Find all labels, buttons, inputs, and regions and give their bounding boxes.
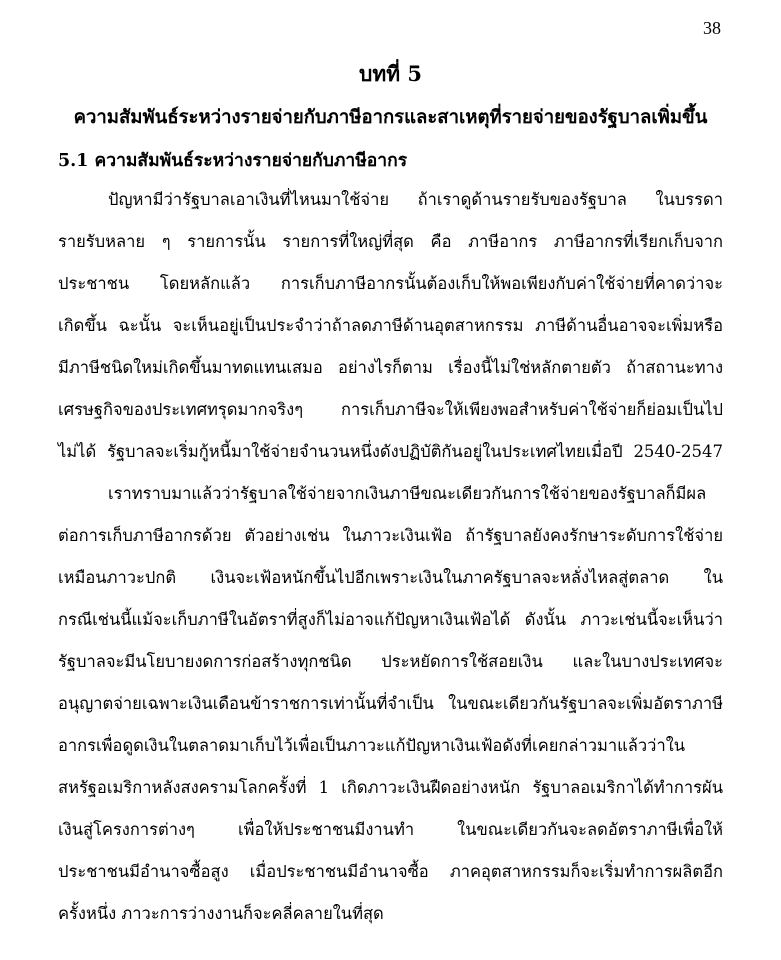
paragraph-line: มีภาษีชนิดใหม่เกิดขึ้นมาทดแทนเสมอ อย่างไรก็ตาม เรื่องนี้ไม่ใช่หลักตายตัว ถ้าสถานะทาง xyxy=(58,358,723,377)
paragraph-line: เศรษฐกิจของประเทศทรุดมากจริงๆ การเก็บภาษีจะให้เพียงพอสำหรับค่าใช้จ่ายก็ย่อมเป็นไป xyxy=(58,400,723,419)
paragraph-line: รายรับหลาย ๆ รายการนั้น รายการที่ใหญ่ที่สุด คือ ภาษีอากร ภาษีอากรที่เรียกเก็บจาก xyxy=(58,232,723,251)
paragraph-line: สหรัฐอเมริกาหลังสงครามโลกครั้งที่ 1 เกิดภาวะเงินฝืดอย่างหนัก รัฐบาลอเมริกาได้ทำการผัน xyxy=(58,778,723,797)
chapter-title: บทที่ 5 xyxy=(359,61,422,86)
section-heading: 5.1 ความสัมพันธ์ระหว่างรายจ่ายกับภาษีอากร xyxy=(58,151,408,171)
paragraph-line: เงินสู่โครงการต่างๆ เพื่อให้ประชาชนมีงานทำ ในขณะเดียวกันจะลดอัตราภาษีเพื่อให้ xyxy=(58,820,723,839)
paragraph-line: ไม่ได้ รัฐบาลจะเริ่มกู้หนี้มาใช้จ่ายจำนวนหนึ่งดังปฏิบัติกันอยู่ในประเทศไทยเมื่อปี 2540-2547 xyxy=(58,442,723,461)
paragraph-line: เราทราบมาแล้วว่ารัฐบาลใช้จ่ายจากเงินภาษีขณะเดียวกันการใช้จ่ายของรัฐบาลก็มีผล xyxy=(108,484,707,503)
page-number: 38 xyxy=(703,18,721,38)
paragraph-line: ต่อการเก็บภาษีอากรด้วย ตัวอย่างเช่น ในภาวะเงินเฟ้อ ถ้ารัฐบาลยังคงรักษาระดับการใช้จ่าย xyxy=(58,526,723,545)
paragraph-line: ครั้งหนึ่ง ภาวะการว่างงานก็จะคลี่คลายในที่สุด xyxy=(58,904,384,923)
paragraph-line: ปัญหามีว่ารัฐบาลเอาเงินที่ไหนมาใช้จ่าย ถ้าเราดูด้านรายรับของรัฐบาล ในบรรดา xyxy=(108,190,723,209)
paragraph-line: รัฐบาลจะมีนโยบายงดการก่อสร้างทุกชนิด ประหยัดการใช้สอยเงิน และในบางประเทศจะ xyxy=(58,652,723,671)
paragraph-line: เหมือนภาวะปกติ เงินจะเฟ้อหนักขึ้นไปอีกเพราะเงินในภาครัฐบาลจะหลั่งไหลสู่ตลาด ใน xyxy=(58,568,723,587)
chapter-subtitle: ความสัมพันธ์ระหว่างรายจ่ายกับภาษีอากรและสาเหตุที่รายจ่ายของรัฐบาลเพิ่มขึ้น xyxy=(73,107,708,128)
paragraph-line: อนุญาตจ่ายเฉพาะเงินเดือนข้าราชการเท่านั้นที่จำเป็น ในขณะเดียวกันรัฐบาลจะเพิ่มอัตราภาษี xyxy=(58,694,723,713)
paragraph-line: เกิดขึ้น ฉะนั้น จะเห็นอยู่เป็นประจำว่าถ้าลดภาษีด้านอุตสาหกรรม ภาษีด้านอื่นอาจจะเพิ่มหรือ xyxy=(58,316,723,335)
paragraph-line: ประชาชน โดยหลักแล้ว การเก็บภาษีอากรนั้นต้องเก็บให้พอเพียงกับค่าใช้จ่ายที่คาดว่าจะ xyxy=(58,274,723,293)
paragraph-line: ประชาชนมีอำนาจซื้อสูง เมื่อประชาชนมีอำนาจซื้อ ภาคอุตสาหกรรมก็จะเริ่มทำการผลิตอีก xyxy=(58,862,723,881)
paragraph-line: กรณีเช่นนี้แม้จะเก็บภาษีในอัตราที่สูงก็ไม่อาจแก้ปัญหาเงินเฟ้อได้ ดังนั้น ภาวะเช่นนี้จะเห็นว่า xyxy=(58,610,723,629)
paragraph-line: อากรเพื่อดูดเงินในตลาดมาเก็บไว้เพื่อเป็นภาวะแก้ปัญหาเงินเฟ้อดังที่เคยกล่าวมาแล้วว่าใน xyxy=(58,736,686,755)
